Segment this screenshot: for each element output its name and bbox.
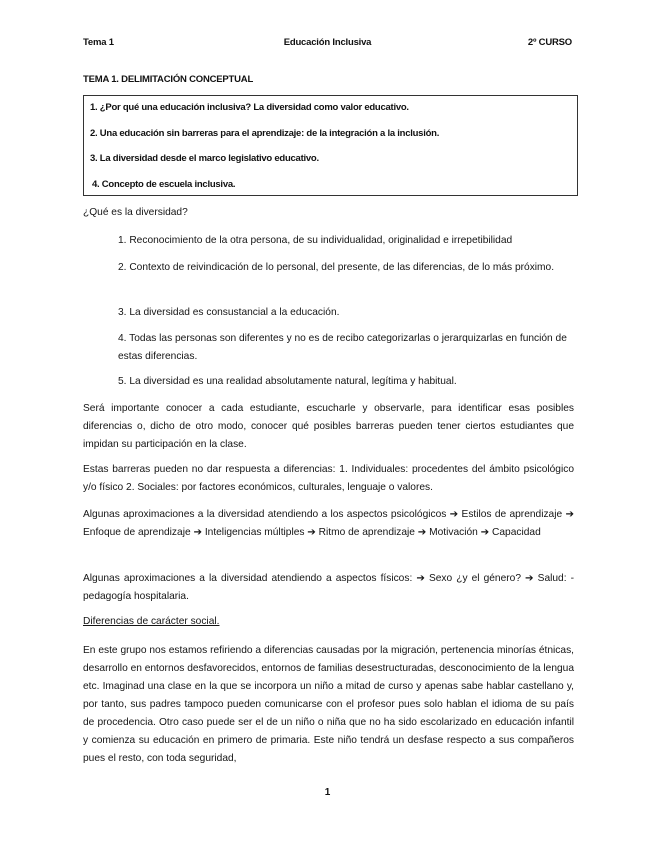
header-course: 2º CURSO bbox=[527, 37, 572, 48]
header-title: Educación Inclusiva bbox=[283, 37, 372, 48]
toc-item: 4. Concepto de escuela inclusiva. bbox=[92, 179, 236, 190]
toc-item: 1. ¿Por qué una educación inclusiva? La diversidad como valor educativo. bbox=[90, 102, 409, 113]
toc-item: 3. La diversidad desde el marco legislativo educativo. bbox=[90, 153, 319, 164]
list-item: 2. Contexto de reivindicación de lo personal, del presente, de las diferencias, de lo más próximo. bbox=[118, 262, 555, 273]
list-item: 5. La diversidad es una realidad absolutamente natural, legítima y habitual. bbox=[118, 376, 457, 387]
list-item: 4. Todas las personas son diferentes y no es de recibo categorizarlas o jerarquizarlas en función de estas diferencias. bbox=[118, 333, 567, 362]
toc-box bbox=[83, 95, 578, 196]
list-item: 3. La diversidad es consustancial a la educación. bbox=[118, 307, 340, 318]
paragraph: En este grupo nos estamos refiriendo a diferencias causadas por la migración, pertenencia minorías étnicas, desarrollo en entornos desfavorecidos, entornos de familias desestructuradas, desconocimiento de la lengua etc. Imaginad una clase en la que se incorpora un niño a mitad de curso y apenas sabe hablar castellano y, por tanto, sus padres tampoco pueden comunicarse con el profesor pues solo hablan el idioma de su país de procedencia. Otro caso puede ser el de un niño o niña que no ha sido escolarizado en educación infantil y comienza su educación en primero de primaria. Este niño tendrá un desfase respecto a sus compañeros pues el resto, con toda seguridad, bbox=[83, 645, 574, 764]
subheading: Diferencias de carácter social. bbox=[83, 616, 220, 627]
toc-item: 2. Una educación sin barreras para el aprendizaje: de la integración a la inclusión. bbox=[90, 128, 440, 139]
page-number: 1 bbox=[324, 787, 331, 798]
paragraph: Será importante conocer a cada estudiante, escucharle y observarle, para identificar esas posibles diferencias o, dicho de otro modo, conocer qué posibles barreras pueden tener ciertos estudiantes que impidan su participación en la clase. bbox=[83, 403, 574, 450]
list-item: 1. Reconocimiento de la otra persona, de su individualidad, originalidad e irrepetibilidad bbox=[118, 235, 513, 246]
question-heading: ¿Qué es la diversidad? bbox=[83, 207, 188, 218]
section-title: TEMA 1. DELIMITACIÓN CONCEPTUAL bbox=[83, 74, 254, 85]
paragraph: Estas barreras pueden no dar respuesta a diferencias: 1. Individuales: procedentes del ámbito psicológico y/o físico 2. Sociales: por factores económicos, culturales, lenguaje o valores. bbox=[83, 464, 574, 493]
paragraph: Algunas aproximaciones a la diversidad atendiendo a los aspectos psicológicos ➔ Estilos de aprendizaje ➔ Enfoque de aprendizaje ➔ Inteligencias múltiples ➔ Ritmo de aprendizaje ➔ Motivación ➔ Capacidad bbox=[83, 509, 574, 538]
paragraph: Algunas aproximaciones a la diversidad atendiendo a aspectos físicos: ➔ Sexo ¿y el género? ➔ Salud: - pedagogía hospitalaria. bbox=[83, 573, 574, 602]
header-topic: Tema 1 bbox=[83, 37, 114, 48]
